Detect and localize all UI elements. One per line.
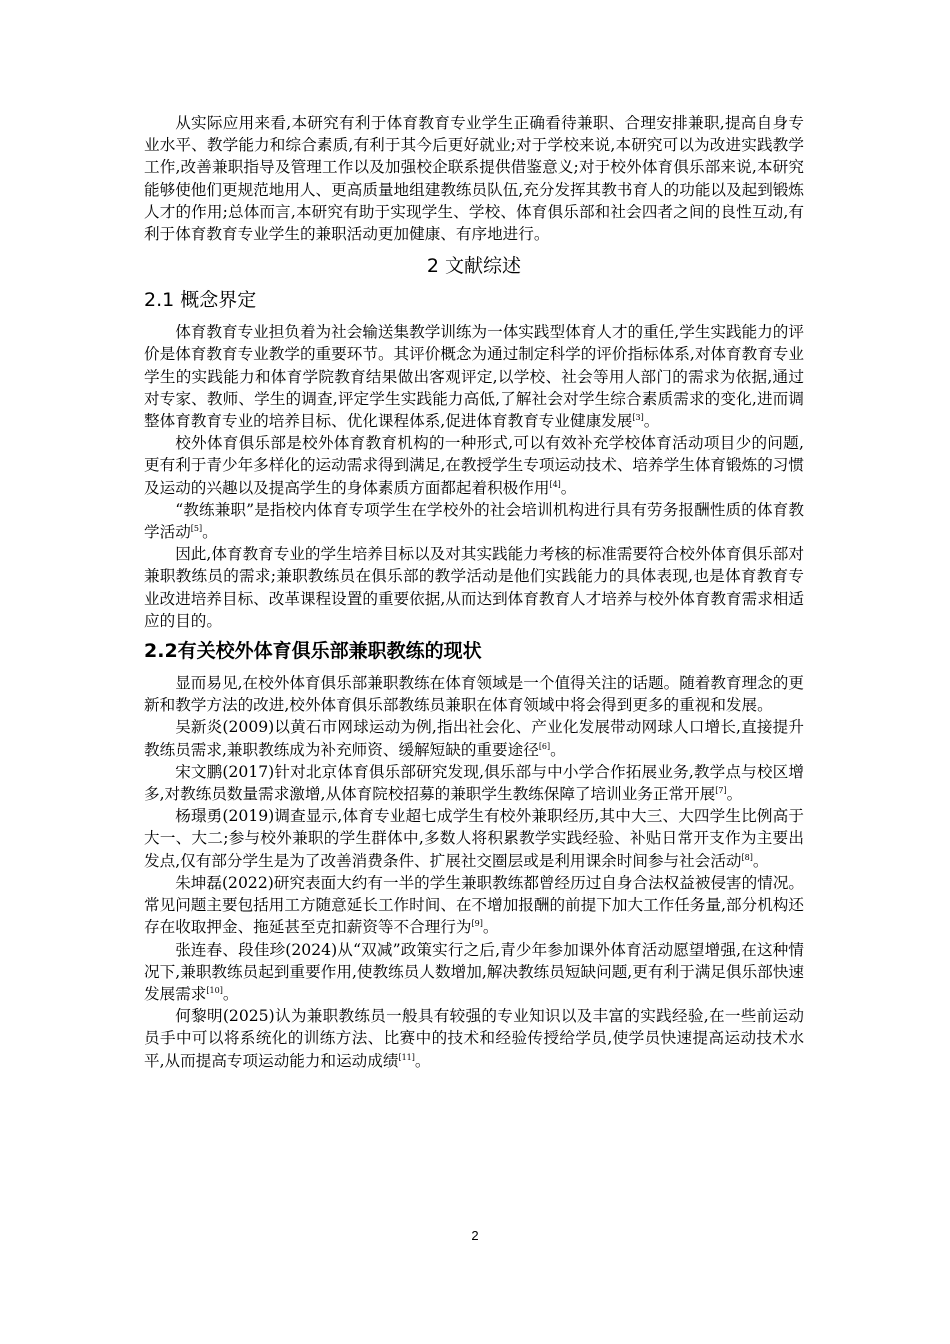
paragraph-2-1-4 bbox=[144, 543, 804, 632]
section-title: 2.2有关校外体育俱乐部兼职教练的现状 bbox=[144, 640, 482, 663]
paragraph-2-2-2 bbox=[144, 716, 804, 760]
paragraph-end: 。 bbox=[560, 478, 577, 497]
citation-ref[interactable]: [11] bbox=[398, 1052, 415, 1062]
paragraph-end: 。 bbox=[414, 1051, 431, 1070]
citation-ref[interactable]: [5] bbox=[190, 523, 203, 533]
paragraph-end: 。 bbox=[482, 918, 499, 937]
citation-ref[interactable]: [9] bbox=[471, 919, 483, 929]
paragraph-text: 体育教育专业担负着为社会输送集教学训练为一体实践型体育人才的重任,学生实践能力的评价是体育教育专业教学的重要环节。其评价概念为通过制定科学的评价指标体系,对体育教育专业学生的实践能力和体育学院教育结果做出客观评定,以学校、社会等用人部门的需求为依据,通过对专家、教师、学生的调查,评定学生实践能力高低,了解社会对学生综合素质需求的变化,进而调整体育教育专业的培养目标、优化课程体系,促进体育教育专业健康发展 bbox=[144, 323, 804, 431]
paragraph-end: 。 bbox=[202, 523, 218, 542]
section-heading-2-2 bbox=[144, 636, 804, 666]
citation-ref[interactable]: [8] bbox=[741, 852, 753, 862]
paragraph-text: 杨璟勇(2019)调查显示,体育专业超七成学生有校外兼职经历,其中大三、大四学生比例高于大一、大二;参与校外兼职的学生群体中,多数人将积累教学实践经验、补贴日常开支作为主要出发点,仅有部分学生是为了改善消费条件、扩展社交圈层或是利用课余时间参与社会活动 bbox=[144, 807, 804, 870]
paragraph-2-2-7 bbox=[144, 1005, 804, 1072]
section-heading-2-1 bbox=[144, 285, 804, 315]
paragraph-2-2-4 bbox=[144, 805, 804, 872]
paragraph-text: 张连春、段佳珍(2024)从“双减”政策实行之后,青少年参加课外体育活动愿望增强,在这种情况下,兼职教练员起到重要作用,使教练员人数增加,解决教练员短缺问题,更有利于满足俱乐部快速发展需求 bbox=[144, 940, 804, 1003]
paragraph-2-2-6 bbox=[144, 939, 804, 1006]
paragraph-text: 吴新炎(2009)以黄石市网球运动为例,指出社会化、产业化发展带动网球人口增长,直接提升教练员需求,兼职教练成为补充师资、缓解短缺的重要途径 bbox=[144, 718, 804, 759]
page-body bbox=[144, 112, 804, 1072]
paragraph-text: 校外体育俱乐部是校外体育教育机构的一种形式,可以有效补充学校体育活动项目少的问题,更有利于青少年多样化的运动需求得到满足,在教授学生专项运动技术、培养学生体育锻炼的习惯及运动的兴趣以及提高学生的身体素质方面都起着积极作用 bbox=[144, 434, 804, 497]
paragraph-text: 宋文鹏(2017)针对北京体育俱乐部研究发现,俱乐部与中小学合作拓展业务,教学点与校区增多,对教练员数量需求激增,从体育院校招募的兼职学生教练保障了培训业务正常开展 bbox=[144, 762, 804, 804]
paragraph-end: 。 bbox=[752, 851, 769, 870]
paragraph-end: 。 bbox=[222, 984, 239, 1003]
chapter-title: 2 文献综述 bbox=[426, 255, 522, 278]
intro-paragraph bbox=[144, 112, 804, 245]
paragraph-text: 显而易见,在校外体育俱乐部兼职教练在体育领域是一个值得关注的话题。随着教育理念的更新和教学方法的改进,校外体育俱乐部教练员兼职在体育领域中将会得到更多的重视和发展。 bbox=[144, 674, 804, 715]
paragraph-text: 从实际应用来看,本研究有利于体育教育专业学生正确看待兼职、合理安排兼职,提高自身专业水平、教学能力和综合素质,有利于其今后更好就业;对于学校来说,本研究可以为改进实践教学工作,改善兼职指导及管理工作以及加强校企联系提供借鉴意义;对于校外体育俱乐部来说,本研究能够使他们更规范地用人、更高质量地组建教练员队伍,充分发挥其教书育人的功能以及起到锻炼人才的作用;总体而言,本研究有助于实现学生、学校、体育俱乐部和社会四者之间的良性互动,有利于体育教育专业学生的兼职活动更加健康、有序地进行。 bbox=[144, 114, 804, 244]
citation-ref[interactable]: [6] bbox=[538, 741, 551, 751]
paragraph-2-2-5 bbox=[144, 872, 804, 939]
paragraph-text: 因此,体育教育专业的学生培养目标以及对其实践能力考核的标准需要符合校外体育俱乐部对兼职教练员的需求;兼职教练员在俱乐部的教学活动是他们实践能力的具体表现,也是体育教育专业改进培养目标、改革课程设置的重要依据,从而达到体育教育人才培养与校外体育教育需求相适应的目的。 bbox=[144, 545, 804, 630]
paragraph-text: 朱坤磊(2022)研究表面大约有一半的学生兼职教练都曾经历过自身合法权益被侵害的情况。常见问题主要包括用工方随意延长工作时间、在不增加报酬的前提下加大工作任务量,部分机构还存在收取押金、拖延甚至克扣薪资等不合理行为 bbox=[144, 873, 805, 937]
citation-ref[interactable]: [4] bbox=[549, 479, 561, 489]
paragraph-end: 。 bbox=[550, 740, 566, 759]
paragraph-2-1-3 bbox=[144, 499, 804, 543]
paragraph-2-2-1 bbox=[144, 672, 804, 716]
paragraph-2-1-2 bbox=[144, 432, 804, 499]
page-number: 2 bbox=[471, 1228, 479, 1243]
paragraph-end: 。 bbox=[643, 412, 660, 431]
chapter-heading bbox=[144, 251, 804, 281]
paragraph-text: “教练兼职”是指校内体育专项学生在学校外的社会培训机构进行具有劳务报酬性质的体育教学活动 bbox=[144, 500, 804, 542]
paragraph-text: 何黎明(2025)认为兼职教练员一般具有较强的专业知识以及丰富的实践经验,在一些前运动员手中可以将系统化的训练方法、比赛中的技术和经验传授给学员,使学员快速提高运动技术水平,从而提高专项运动能力和运动成绩 bbox=[144, 1007, 804, 1070]
citation-ref[interactable]: [3] bbox=[632, 412, 644, 422]
citation-ref[interactable]: [10] bbox=[206, 985, 223, 995]
paragraph-2-1-1 bbox=[144, 321, 804, 432]
paragraph-2-2-3 bbox=[144, 761, 804, 805]
section-title: 2.1 概念界定 bbox=[144, 289, 257, 312]
paragraph-end: 。 bbox=[726, 785, 743, 804]
citation-ref[interactable]: [7] bbox=[715, 785, 727, 795]
